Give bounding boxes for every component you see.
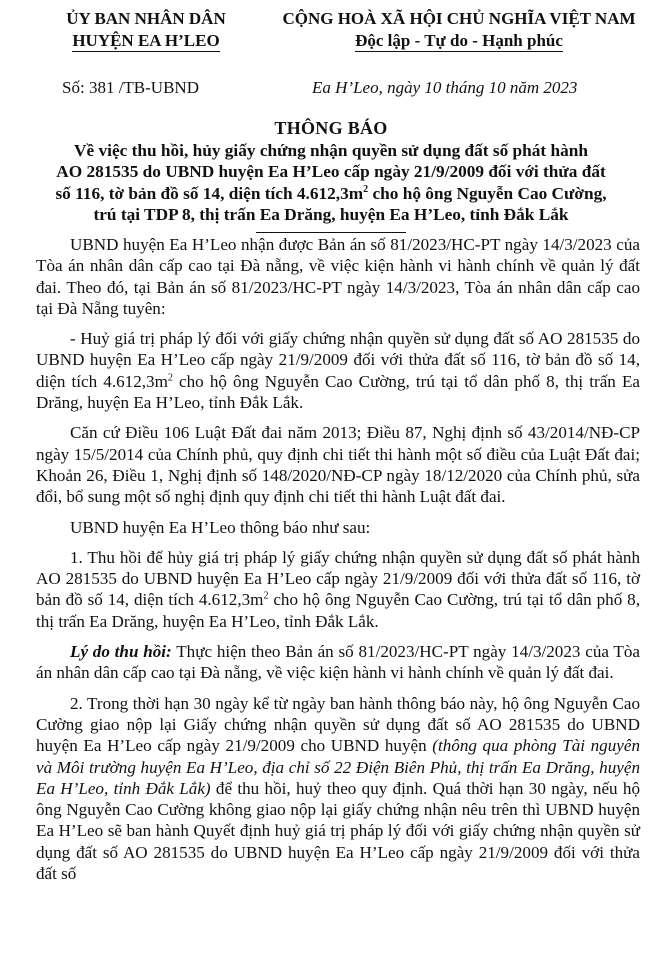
date-month: 10	[488, 78, 506, 97]
paragraph-announce: UBND huyện Ea H’Leo thông báo như sau:	[70, 517, 371, 537]
document-body	[36, 234, 640, 893]
nation-name: CỘNG HOÀ XÃ HỘI CHỦ NGHĨA VIỆT NAM	[282, 9, 636, 28]
issuing-authority	[46, 8, 246, 52]
date-day: 10	[424, 78, 442, 97]
number-value: 381	[88, 78, 115, 97]
title-line-3: số 116, tờ bản đồ số 14, diện tích $4.612,3m^2$ cho hộ ông Nguyễn Cao Cường,	[55, 183, 607, 203]
document-type: THÔNG BÁO	[274, 118, 388, 138]
paragraph-item-2: 2. Trong thời hạn 30 ngày kể từ ngày ban hành thông báo này, hộ ông Nguyễn Cao Cường giao nộp lại Giấy chứng nhận quyền sử dụng đất số AO 281535 do UBND huyện Ea H’Leo cấp ngày 21/9/2009 cho UBND huyện (thông qua phòng Tài nguyên và Môi trường huyện Ea H’Leo, địa chỉ số 22 Điện Biên Phủ, thị trấn Ea Drăng, huyện Ea H’Leo, tỉnh Đắk Lắk) để thu hồi, huỷ theo quy định. Quá thời hạn 30 ngày, nếu hộ ông Nguyễn Cao Cường không giao nộp lại giấy chứng nhận nêu trên thì UBND huyện Ea H’Leo sẽ ban hành Quyết định huỷ giá trị pháp lý đối với giấy chứng nhận quyền sử dụng đất số AO 281535 do UBND huyện Ea H’Leo cấp ngày 21/9/2009 đối với thửa đất số	[36, 693, 641, 884]
document-number: Số: 381 /TB-UBND	[62, 78, 199, 97]
paragraph-intro: UBND huyện Ea H’Leo nhận được Bản án số 81/2023/HC-PT ngày 14/3/2023 của Tòa án nhân dân cấp cao tại Đà nẵng, về việc kiện hành vi hành chính về quản lý đất đai. Theo đó, tại Bản án số 81/2023/HC-PT ngày 14/3/2023, Tòa án nhân dân cấp cao tại Đà Nẵng tuyên:	[36, 235, 640, 318]
national-motto	[264, 8, 654, 52]
paragraph-legal-basis: Căn cứ Điều 106 Luật Đất đai năm 2013; Điều 87, Nghị định số 43/2014/NĐ-CP ngày 15/5/2014 của Chính phủ, quy định chi tiết thi hành một số điều của Luật Đất đai; Khoản 26, Điều 1, Nghị định số 148/2020/NĐ-CP ngày 18/12/2020 của Chính phủ, sửa đổi, bổ sung một số nghị định quy định chi tiết thi hành Luật đất đai.	[36, 423, 640, 507]
title-line-2: AO 281535 do UBND huyện Ea H’Leo cấp ngày 21/9/2009 đối với thửa đất	[56, 162, 606, 181]
title-line-4: trú tại TDP 8, thị trấn Ea Drăng, huyện Ea H’Leo, tỉnh Đắk Lắk	[93, 205, 569, 224]
authority-district: HUYỆN EA H’LEO	[72, 31, 220, 50]
paragraph-reason: Lý do thu hồi: Thực hiện theo Bản án số 81/2023/HC-PT ngày 14/3/2023 của Tòa án nhân dân cấp cao tại Đà nẵng, về việc kiện hành vi hành chính về quản lý đất đai.	[36, 642, 640, 683]
place-and-date: Ea H’Leo, ngày 10 tháng 10 năm 2023	[312, 78, 578, 97]
authority-name: ỦY BAN NHÂN DÂN	[66, 9, 226, 28]
paragraph-verdict: - Huỷ giá trị pháp lý đối với giấy chứng nhận quyền sử dụng đất số AO 281535 do UBND huyện Ea H’Leo cấp ngày 21/9/2009 đối với thửa đất số 116, tờ bản đồ số 14, diện tích $4.612,3m^2$ cho hộ ông Nguyễn Cao Cường, trú tại tổ dân phố 8, thị trấn Ea Drăng, huyện Ea H’Leo, tỉnh Đắk Lắk.	[36, 329, 641, 413]
motto: Độc lập - Tự do - Hạnh phúc	[355, 31, 563, 50]
document-title	[20, 118, 642, 233]
title-divider	[256, 232, 406, 233]
paragraph-item-1: 1. Thu hồi để hủy giá trị pháp lý giấy chứng nhận quyền sử dụng đất số phát hành AO 281535 do UBND huyện Ea H’Leo cấp ngày 21/9/2009 đối với thửa đất số 116, tờ bản đồ số 14, diện tích $4.612,3m^2$ cho hộ ông Nguyễn Cao Cường, trú tại tổ dân phố 8, thị trấn Ea Drăng, huyện Ea H’Leo, tỉnh Đắk Lắk.	[36, 547, 640, 631]
reason-label: Lý do thu hồi:	[70, 642, 172, 662]
title-line-1: Về việc thu hồi, hủy giấy chứng nhận quyền sử dụng đất số phát hành	[74, 140, 588, 160]
